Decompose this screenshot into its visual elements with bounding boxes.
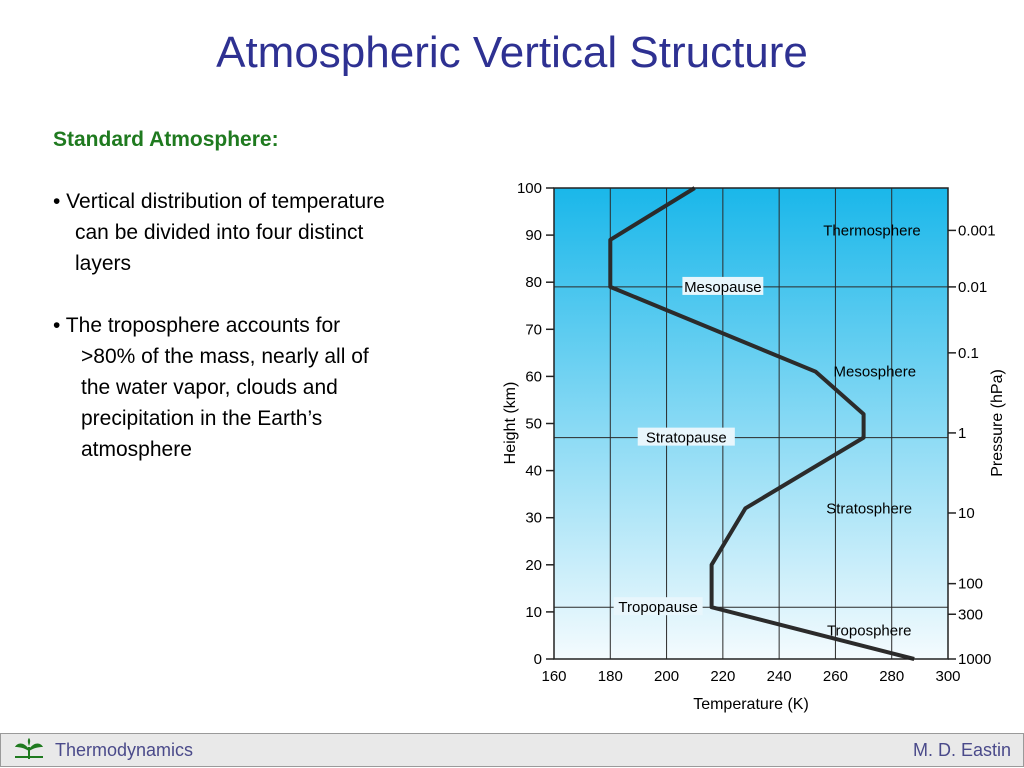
boundary-label: Tropopause [618,599,698,617]
bullet-line: the water vapor, clouds and [81,376,338,399]
y-axis-label: Height (km) [502,381,519,465]
bullet-line: • Vertical distribution of temperature [53,190,385,213]
pressure-tick-label: 1 [958,424,967,442]
y-tick-label: 100 [516,180,542,197]
y-tick-label: 60 [525,368,542,386]
bullet-line: • The troposphere accounts for [53,314,341,337]
y2-axis-label: Pressure (hPa) [989,369,1006,477]
pressure-tick-label: 300 [958,606,984,624]
y-tick-label: 10 [525,603,542,621]
y-tick-label: 30 [525,509,542,527]
layer-label: Troposphere [826,622,912,640]
bullet-point-troposphere [53,310,369,465]
temperature-profile-chart [490,175,1020,720]
x-tick-label: 160 [541,668,567,685]
bullet-line: can be divided into four distinct [75,221,364,244]
x-tick-label: 260 [822,668,848,685]
footer-course-name: Thermodynamics [55,740,194,760]
y-tick-label: 80 [525,274,542,292]
pressure-tick-label: 1000 [958,651,992,668]
pressure-tick-label: 0.001 [958,222,996,240]
boundary-label: Mesopause [684,278,762,296]
x-tick-label: 280 [879,668,905,685]
footer-bar [0,733,1024,767]
y-tick-label: 40 [525,462,542,480]
layer-label: Thermosphere [823,222,921,240]
x-tick-label: 220 [710,668,736,685]
y-tick-label: 20 [525,556,542,574]
bullet-line: atmosphere [81,438,192,461]
bullet-line: precipitation in the Earth’s [81,407,323,430]
pressure-tick-label: 0.01 [958,278,988,296]
x-tick-label: 300 [935,668,961,685]
footer-author: M. D. Eastin [912,740,1011,760]
x-tick-label: 180 [597,668,623,685]
pressure-tick-label: 10 [958,504,975,522]
layer-label: Stratosphere [826,500,913,518]
y-tick-label: 90 [525,227,542,245]
y-tick-label: 50 [525,415,542,433]
layer-label: Mesosphere [833,363,917,381]
boundary-label: Stratopause [645,429,727,447]
pressure-tick-label: 100 [958,575,984,593]
x-tick-label: 240 [766,668,792,685]
slide-title: Atmospheric Vertical Structure [216,28,808,77]
bullet-line: layers [75,252,132,275]
x-axis-label: Temperature (K) [693,696,809,713]
subheading: Standard Atmosphere: [53,128,279,151]
x-tick-label: 200 [654,668,680,685]
bullet-line: >80% of the mass, nearly all of [81,345,369,368]
y-tick-label: 70 [525,321,542,339]
plot-background [554,188,948,659]
leaf-emblem-icon [11,737,47,766]
pressure-tick-label: 0.1 [958,344,979,362]
bullet-point-layers [53,186,385,279]
y-tick-label: 0 [533,651,542,668]
